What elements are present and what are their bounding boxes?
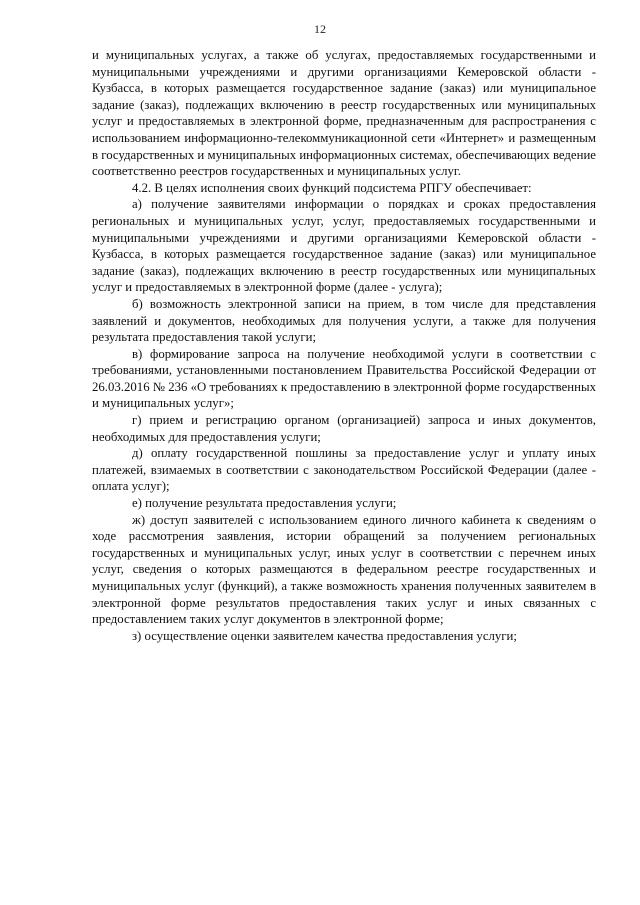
paragraph: ж) доступ заявителей с использованием единого личного кабинета к сведениям о ходе рассмотрения заявления, истории обращений за получением региональных государственных и муниципальных услуг, иных услуг в соответствии с перечнем иных услуг, сведения о которых размещаются в федеральном реестре государственных и муниципальных услуг (функций), а также возможность хранения полученных заявителем в электронной форме результатов предоставления таких услуг и иных связанных с предоставлением таких услуг документов в электронной форме; <box>92 512 596 627</box>
document-body <box>92 47 596 644</box>
paragraph: з) осуществление оценки заявителем качества предоставления услуги; <box>132 628 517 643</box>
paragraph: е) получение результата предоставления услуги; <box>132 496 397 511</box>
paragraph: в) формирование запроса на получение необходимой услуги в соответствии с требованиями, установленными постановлением Правительства Российской Федерации от 26.03.2016 № 236 «О требованиях к предоставлению в электронной форме государственных и муниципальных услуг»; <box>92 346 596 411</box>
paragraph: а) получение заявителями информации о порядках и сроках предоставления региональных и муниципальных услуг, услуг, предоставляемых государственными и муниципальными учреждениями и другими организациями Кемеровской области - Кузбасса, в которых размещается государственное задание (заказ) или муниципальное задание (заказ), подлежащих включению в реестр государственных или муниципальных услуг и предоставляемых в электронной форме (далее - услуга); <box>92 197 596 295</box>
paragraph: д) оплату государственной пошлины за предоставление услуг и уплату иных платежей, взимаемых в соответствии с законодательством Российской Федерации (далее - оплата услуг); <box>92 446 596 494</box>
paragraph: б) возможность электронной записи на прием, в том числе для представления заявлений и документов, необходимых для получения услуги, а также для получения результата предоставления такой услуги; <box>92 296 596 345</box>
paragraph: 4.2. В целях исполнения своих функций подсистема РПГУ обеспечивает: <box>132 180 532 195</box>
paragraph: г) прием и регистрацию органом (организацией) запроса и иных документов, необходимых для предоставления услуги; <box>92 413 596 444</box>
paragraph: и муниципальных услугах, а также об услугах, предоставляемых государственными и муниципальными учреждениями и другими организациями Кемеровской области - Кузбасса, в которых размещается государственное задание (заказ) или муниципальное задание (заказ), подлежащих включению в реестр государственных или муниципальных услуг и предоставляемых в электронной форме, предназначенным для распространения с использованием информационно-телекоммуникационной сети «Интернет» и размещенным в государственных и муниципальных информационных системах, обеспечивающих ведение соответственно реестров государственных и муниципальных услуг. <box>92 48 596 179</box>
page-number: 12 <box>314 22 326 36</box>
